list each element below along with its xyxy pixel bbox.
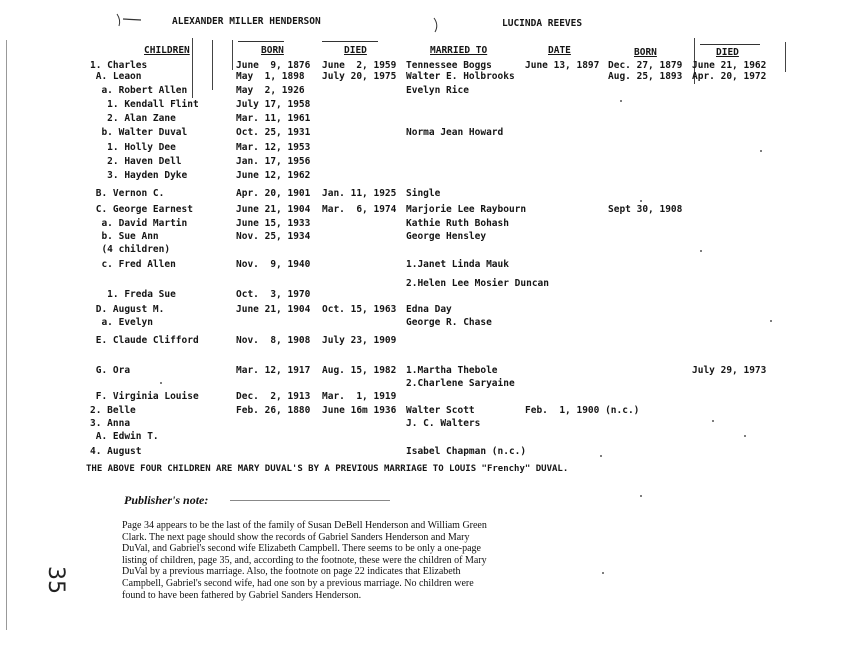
page-number: 35: [43, 566, 68, 594]
column-guide: [212, 40, 213, 90]
note-line: DuVal, and Gabriel's second wife Elizabeth Campbell. There seems to be only a one-page: [122, 543, 481, 555]
cell-name: 4. August: [90, 446, 142, 457]
cell-died: June 16m 1936: [322, 405, 397, 416]
note-line: DuVal by a previous marriage. Also, the footnote on page 22 indicates that Elizabeth: [122, 566, 461, 578]
scan-speck: [744, 435, 746, 437]
scan-speck: [700, 250, 702, 252]
cell-married: Isabel Chapman (n.c.): [406, 446, 527, 457]
cell-name: a. Robert Allen: [90, 85, 188, 96]
note-line: Page 34 appears to be the last of the family of Susan DeBell Henderson and William Green: [122, 520, 487, 531]
column-header-spouse-died: DIED: [716, 47, 739, 58]
cell-name: E. Claude Clifford: [90, 335, 199, 346]
cell-died: Oct. 15, 1963: [322, 304, 397, 315]
cell-born: Oct. 25, 1931: [236, 127, 311, 138]
wife-name: LUCINDA REEVES: [502, 18, 583, 29]
cell-name: a. David Martin: [90, 218, 188, 229]
cell-name: 1. Holly Dee: [90, 142, 176, 153]
note-line: found to have been fathered by Gabriel Sanders Henderson.: [122, 589, 362, 601]
stray-pen-mark: [115, 10, 145, 30]
scan-speck: [620, 100, 622, 102]
cell-died: July 23, 1909: [322, 335, 397, 346]
cell-born: June 21, 1904: [236, 304, 311, 315]
cell-name: a. Evelyn: [90, 317, 153, 328]
cell-married: Marjorie Lee Raybourn: [406, 204, 527, 215]
cell-name: b. Sue Ann: [90, 231, 159, 242]
cell-born: June 15, 1933: [236, 218, 311, 229]
cell-name: 2. Belle: [90, 405, 136, 416]
cell-married: 2.Charlene Saryaine: [406, 378, 515, 389]
cell-born: Feb. 26, 1880: [236, 405, 311, 416]
cell-died: July 20, 1975: [322, 71, 397, 82]
scan-speck: [160, 382, 162, 384]
cell-born: Mar. 11, 1961: [236, 113, 311, 124]
cell-sdied: June 21, 1962: [692, 60, 767, 71]
scan-speck: [640, 495, 642, 497]
cell-died: Jan. 11, 1925: [322, 188, 397, 199]
cell-born: May 2, 1926: [236, 85, 305, 96]
cell-married: Tennessee Boggs: [406, 60, 492, 71]
column-header-born: BORN: [261, 45, 284, 56]
cell-date: Feb. 1, 1900 (n.c.): [525, 405, 640, 416]
column-guide: [785, 42, 786, 72]
note-line: listing of children, page 35, and, according to the footnote, these were the children of Mary: [122, 554, 487, 566]
cell-died: Mar. 1, 1919: [322, 391, 397, 402]
cell-married: 2.Helen Lee Mosier Duncan: [406, 278, 549, 289]
cell-married: Single: [406, 188, 441, 199]
cell-married: George R. Chase: [406, 317, 492, 328]
column-guide: [192, 38, 193, 98]
cell-name: 3. Hayden Dyke: [90, 170, 188, 181]
cell-name: A. Leaon: [90, 71, 142, 82]
cell-born: Nov. 8, 1908: [236, 335, 311, 346]
cell-born: Oct. 3, 1970: [236, 289, 311, 300]
cell-name: 1. Kendall Flint: [90, 99, 199, 110]
cell-married: Walter E. Holbrooks: [406, 71, 515, 82]
cell-sborn: Dec. 27, 1879: [608, 60, 683, 71]
cell-born: Mar. 12, 1953: [236, 142, 311, 153]
header-rule: [322, 41, 378, 42]
scan-speck: [600, 455, 602, 457]
scan-speck: [640, 200, 642, 202]
scan-speck: [760, 150, 762, 152]
cell-name: b. Walter Duval: [90, 127, 188, 138]
cell-name: D. August M.: [90, 304, 165, 315]
stray-paren-mark: [432, 16, 442, 36]
cell-born: Jan. 17, 1956: [236, 156, 311, 167]
cell-name: A. Edwin T.: [90, 431, 159, 442]
cell-name: C. George Earnest: [90, 204, 193, 215]
column-header-spouse-born: BORN: [634, 47, 657, 58]
note-line: Clark. The next page should show the records of Gabriel Sanders Henderson and Mary: [122, 531, 470, 543]
cell-married: Kathie Ruth Bohash: [406, 218, 509, 229]
cell-died: June 2, 1959: [322, 60, 397, 71]
cell-sborn: Sept 30, 1908: [608, 204, 683, 215]
column-header-children: CHILDREN: [144, 45, 190, 56]
scan-edge: [6, 40, 7, 630]
cell-married: J. C. Walters: [406, 418, 481, 429]
cell-name: c. Fred Allen: [90, 259, 176, 270]
cell-married: Edna Day: [406, 304, 452, 315]
header-rule: [238, 41, 284, 42]
cell-born: Apr. 20, 1901: [236, 188, 311, 199]
cell-born: May 1, 1898: [236, 71, 305, 82]
cell-name: 2. Haven Dell: [90, 156, 182, 167]
cell-born: Nov. 25, 1934: [236, 231, 311, 242]
cell-name: (4 children): [90, 244, 171, 255]
cell-married: George Hensley: [406, 231, 487, 242]
cell-name: B. Vernon C.: [90, 188, 165, 199]
cell-married: 1.Janet Linda Mauk: [406, 259, 509, 270]
note-rule: [230, 500, 390, 501]
header-rule: [700, 44, 760, 45]
cell-name: F. Virginia Louise: [90, 391, 199, 402]
cell-name: 1. Freda Sue: [90, 289, 176, 300]
cell-born: Dec. 2, 1913: [236, 391, 311, 402]
column-guide: [232, 40, 233, 70]
scan-speck: [712, 420, 714, 422]
cell-born: Mar. 12, 1917: [236, 365, 311, 376]
cell-name: 3. Anna: [90, 418, 131, 429]
scan-speck: [602, 572, 604, 574]
cell-sdied: July 29, 1973: [692, 365, 767, 376]
cell-married: Walter Scott: [406, 405, 475, 416]
cell-born: Nov. 9, 1940: [236, 259, 311, 270]
cell-name: 1. Charles: [90, 60, 148, 71]
cell-sdied: Apr. 20, 1972: [692, 71, 767, 82]
column-header-died: DIED: [344, 45, 367, 56]
cell-sborn: Aug. 25, 1893: [608, 71, 683, 82]
cell-name: G. Ora: [90, 365, 131, 376]
column-header-date: DATE: [548, 45, 571, 56]
cell-born: June 9, 1876: [236, 60, 311, 71]
cell-died: Aug. 15, 1982: [322, 365, 397, 376]
cell-name: 2. Alan Zane: [90, 113, 176, 124]
note-line: Campbell, Gabriel's second wife, had one son by a previous marriage. No children were: [122, 577, 474, 589]
cell-married: Norma Jean Howard: [406, 127, 504, 138]
column-header-married-to: MARRIED TO: [430, 45, 488, 56]
cell-married: Evelyn Rice: [406, 85, 469, 96]
footnote: THE ABOVE FOUR CHILDREN ARE MARY DUVAL'S BY A PREVIOUS MARRIAGE TO LOUIS "Frenchy" DUVAL.: [86, 464, 569, 474]
husband-name: ALEXANDER MILLER HENDERSON: [172, 16, 321, 27]
cell-born: July 17, 1958: [236, 99, 311, 110]
publisher-note-body: [122, 520, 542, 601]
cell-date: June 13, 1897: [525, 60, 600, 71]
publisher-note-title: Publisher's note:: [124, 493, 209, 507]
scan-speck: [770, 320, 772, 322]
cell-died: Mar. 6, 1974: [322, 204, 397, 215]
cell-born: June 12, 1962: [236, 170, 311, 181]
cell-married: 1.Martha Thebole: [406, 365, 498, 376]
cell-born: June 21, 1904: [236, 204, 311, 215]
